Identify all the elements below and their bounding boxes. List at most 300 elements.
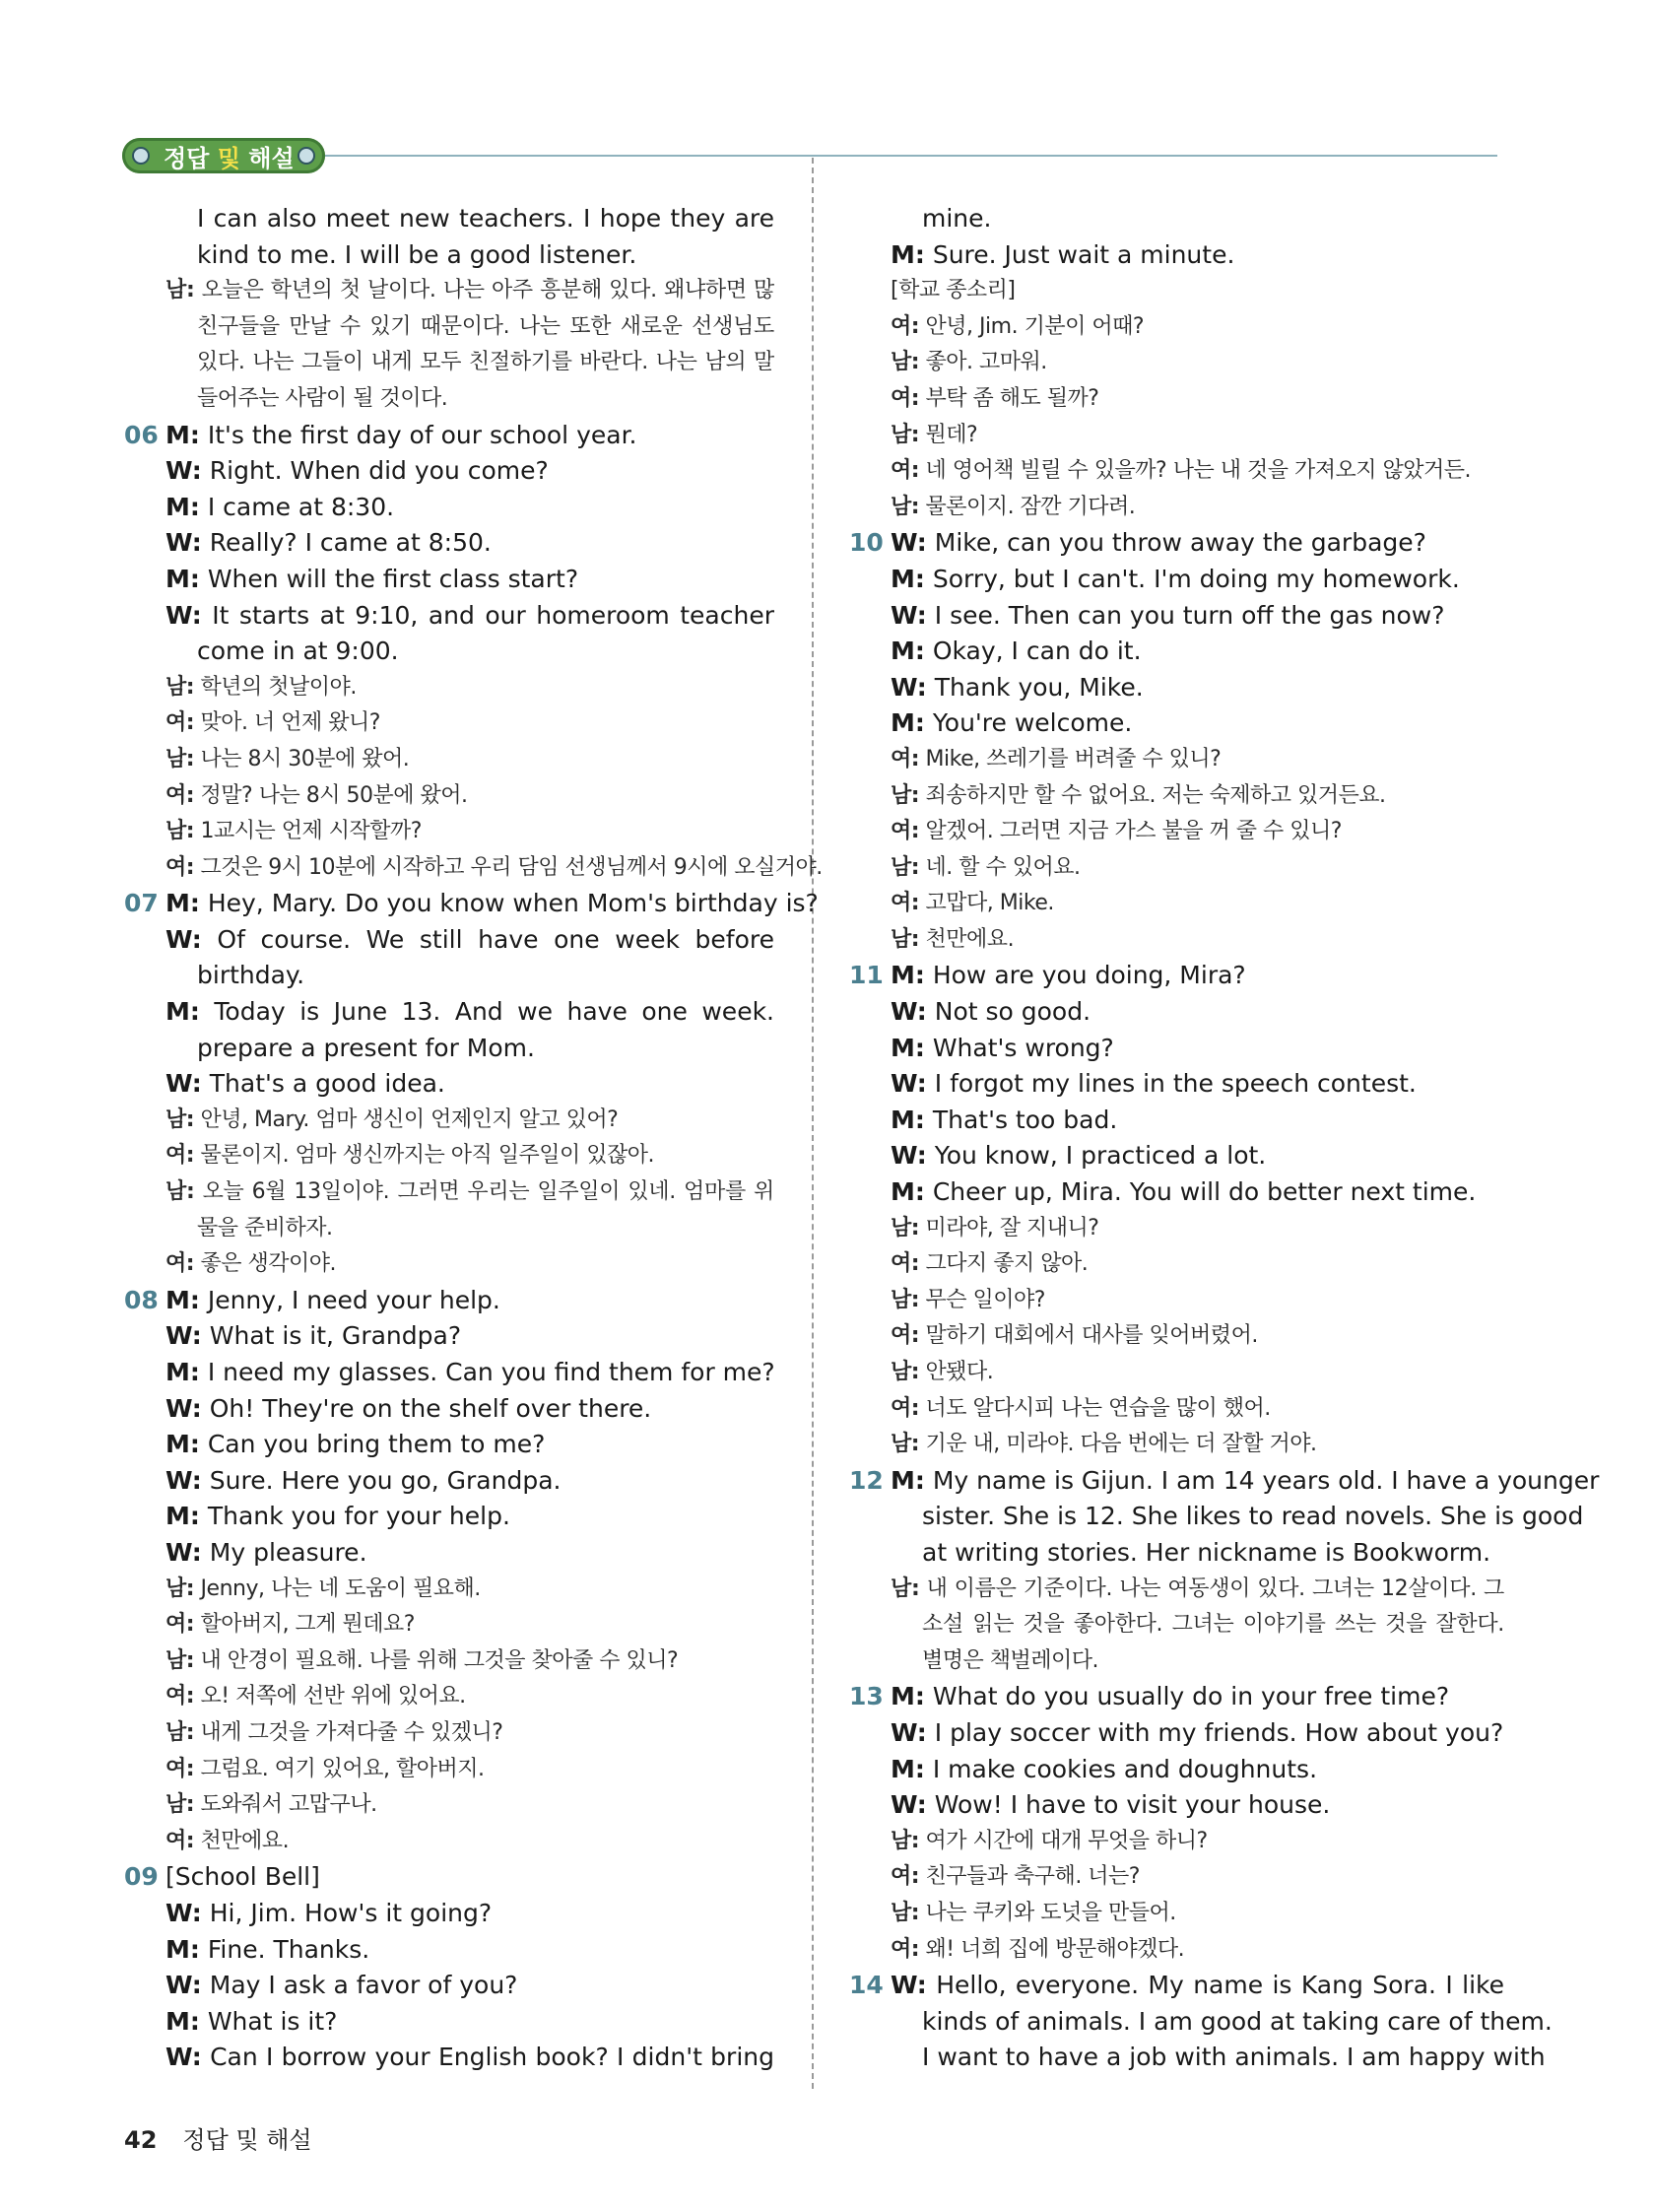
line-text: Fine. Thanks. <box>199 1934 370 1964</box>
speaker-label: 여: <box>165 1684 195 1709</box>
text-line <box>849 1391 1504 1428</box>
text-line <box>124 958 774 994</box>
text-line <box>849 1499 1584 1535</box>
line-text: 내 이름은 기준이다. 나는 여동생이 있다. 그녀는 12살이다. 그 <box>926 1575 1504 1601</box>
speaker-label: 남: <box>165 278 195 303</box>
line-text: My pleasure. <box>201 1537 367 1567</box>
speaker-label: 남: <box>165 674 195 700</box>
line-text: 내 안경이 필요해. 나를 위해 그것을 찾아줄 수 있니? <box>194 1647 679 1673</box>
speaker-label: M: <box>165 564 200 593</box>
text-line <box>849 958 1504 994</box>
speaker-label: 여: <box>165 1828 195 1853</box>
column-divider <box>812 158 814 2089</box>
speaker-label: W: <box>891 1141 927 1171</box>
line-text: 나는 쿠키와 도넛을 만들어. <box>919 1900 1176 1925</box>
left-column <box>124 201 823 2076</box>
text-line <box>849 922 1504 959</box>
text-line <box>849 1138 1504 1174</box>
line-text: kinds of animals. I am good at taking care of them. <box>922 2006 1553 2036</box>
text-line <box>849 670 1504 706</box>
speaker-label: M: <box>165 1430 200 1459</box>
page-number: 42 <box>124 2126 158 2154</box>
line-text: 기운 내, 미라야. 다음 번에는 더 잘할 거야. <box>919 1432 1317 1457</box>
text-line <box>849 345 1504 381</box>
line-text: Mike, can you throw away the garbage? <box>926 528 1426 558</box>
line-text: May I ask a favor of you? <box>201 1971 518 2000</box>
text-line <box>849 1318 1504 1355</box>
line-text: Wow! I have to visit your house. <box>926 1790 1331 1820</box>
line-text: I came at 8:30. <box>199 492 395 521</box>
text-line <box>124 1752 774 1788</box>
text-line <box>124 562 774 598</box>
line-text: 있다. 나는 그들이 내게 모두 친절하기를 바란다. 나는 남의 말 <box>197 350 774 375</box>
text-line <box>124 1463 774 1500</box>
speaker-label: M: <box>891 1105 925 1134</box>
header-rule <box>325 155 1497 157</box>
line-text: What do you usually do in your free time? <box>924 1682 1450 1711</box>
line-text: Cheer up, Mira. You will do better next time. <box>924 1177 1477 1207</box>
text-line <box>849 1535 1504 1572</box>
line-text: 학년의 첫날이야. <box>194 674 357 700</box>
text-line <box>124 2040 774 2076</box>
line-text: come in at 9:00. <box>197 637 399 666</box>
line-text: 오늘 6월 13일이야. 그러면 우리는 일주일이 있네. 엄마를 위 <box>202 1179 774 1205</box>
question-number: 10 <box>849 528 884 558</box>
speaker-label: 여: <box>165 1612 195 1638</box>
line-text: It's the first day of our school year. <box>199 420 637 449</box>
line-text: I want to have a job with animals. I am happy with <box>922 2043 1546 2072</box>
line-text: 도와줘서 고맙구나. <box>194 1792 377 1818</box>
speaker-label: M: <box>891 1177 925 1207</box>
speaker-label: M: <box>891 708 925 738</box>
line-text: Okay, I can do it. <box>924 637 1142 666</box>
text-line <box>124 1318 774 1355</box>
line-text: I see. Then can you turn off the gas now? <box>926 600 1445 630</box>
speaker-label: W: <box>891 600 927 630</box>
text-line <box>849 1607 1504 1643</box>
text-line <box>124 201 774 237</box>
line-text: Can you bring them to me? <box>199 1430 546 1459</box>
question-number: 09 <box>124 1862 159 1892</box>
text-line <box>849 778 1504 815</box>
text-line <box>124 1427 774 1463</box>
speaker-label: 남: <box>891 1432 920 1457</box>
speaker-label: 여: <box>165 854 195 880</box>
line-text: 오늘은 학년의 첫 날이다. 나는 아주 흥분해 있다. 왜냐하면 많 <box>201 278 774 303</box>
line-text: Sorry, but I can't. I'm doing my homework. <box>924 564 1460 593</box>
line-text: 고맙다, Mike. <box>919 891 1054 916</box>
line-text: You're welcome. <box>924 708 1133 738</box>
line-text: Not so good. <box>926 997 1091 1027</box>
speaker-label: W: <box>891 1069 927 1099</box>
line-text: kind to me. I will be a good listener. <box>197 239 637 269</box>
text-line <box>849 814 1504 850</box>
line-text: birthday. <box>197 961 305 990</box>
text-line <box>124 1968 774 2004</box>
text-line <box>849 1679 1504 1715</box>
speaker-label: W: <box>165 1465 202 1495</box>
text-line <box>124 381 774 418</box>
line-text: 그럼요. 여기 있어요, 할아버지. <box>194 1756 485 1781</box>
speaker-label: 여: <box>891 313 920 339</box>
speaker-label: M: <box>891 239 925 269</box>
speaker-label: M: <box>891 1682 925 1711</box>
text-line <box>849 705 1504 742</box>
text-line <box>849 850 1504 887</box>
line-text: I can also meet new teachers. I hope they are <box>197 204 774 233</box>
text-line <box>849 1283 1504 1319</box>
text-line <box>849 1752 1504 1788</box>
line-text: 부탁 좀 해도 될까? <box>919 385 1099 411</box>
text-line <box>124 525 774 562</box>
text-line <box>849 2040 1546 2076</box>
line-text: prepare a present for Mom. <box>197 1033 535 1062</box>
line-text: What's wrong? <box>924 1033 1114 1062</box>
line-text: 정말? 나는 8시 50분에 왔어. <box>194 782 468 808</box>
line-text: It starts at 9:10, and our homeroom teacher <box>212 600 774 630</box>
speaker-label: 남: <box>891 782 920 808</box>
speaker-label: W: <box>165 600 202 630</box>
text-line <box>124 1103 774 1139</box>
speaker-label: 남: <box>165 1179 195 1205</box>
text-line <box>124 886 819 922</box>
speaker-label: 남: <box>165 746 195 771</box>
speaker-label: 여: <box>891 819 920 844</box>
speaker-label: M: <box>165 1358 200 1386</box>
text-line <box>124 598 774 635</box>
line-text: 그것은 9시 10분에 시작하고 우리 담임 선생님께서 9시에 오실거야. <box>194 854 823 880</box>
badge-left-dot <box>132 147 150 165</box>
line-text: [School Bell] <box>165 1862 320 1892</box>
text-line <box>124 453 774 490</box>
line-text: When will the first class start? <box>199 564 579 593</box>
badge-title: 정답 및 해설 <box>164 144 295 172</box>
line-text: I make cookies and doughnuts. <box>924 1754 1318 1783</box>
line-text: 그다지 좋지 않아. <box>919 1251 1089 1277</box>
line-text: I forgot my lines in the speech contest. <box>926 1069 1417 1099</box>
line-text: 친구들을 만날 수 있기 때문이다. 나는 또한 새로운 선생님도 <box>197 313 774 339</box>
text-line <box>849 237 1504 274</box>
text-line <box>849 1859 1504 1896</box>
text-line <box>124 778 774 815</box>
text-line <box>849 634 1504 670</box>
text-line <box>849 201 1504 237</box>
text-line <box>849 1066 1504 1103</box>
speaker-label: 여: <box>165 782 195 808</box>
speaker-label: W: <box>891 1790 927 1820</box>
speaker-label: M: <box>891 1033 925 1062</box>
speaker-label: M: <box>891 1465 925 1495</box>
text-line <box>849 2004 1553 2041</box>
speaker-label: 남: <box>891 350 920 375</box>
speaker-label: 여: <box>891 1395 920 1421</box>
line-text: 나는 8시 30분에 왔어. <box>194 746 410 771</box>
text-line <box>124 1283 774 1319</box>
speaker-label: 여: <box>891 1936 920 1962</box>
speaker-label: W: <box>891 997 927 1027</box>
text-line <box>124 850 823 887</box>
line-text: Right. When did you come? <box>201 456 549 486</box>
text-line <box>849 742 1504 778</box>
text-line <box>124 922 774 959</box>
speaker-label: W: <box>165 1321 202 1351</box>
text-line <box>849 1932 1504 1969</box>
line-text: 무슨 일이야? <box>919 1287 1045 1312</box>
speaker-label: W: <box>165 1971 202 2000</box>
line-text: Sure. Here you go, Grandpa. <box>201 1465 562 1495</box>
speaker-label: 남: <box>891 422 920 447</box>
line-text: 뭔데? <box>919 422 978 447</box>
text-line <box>124 634 774 670</box>
line-text: 오! 저쪽에 선반 위에 있어요. <box>194 1684 466 1709</box>
line-text: 왜! 너희 집에 방문해야겠다. <box>919 1936 1185 1962</box>
text-line <box>849 1031 1504 1067</box>
speaker-label: 남: <box>891 494 920 519</box>
speaker-label: M: <box>165 1934 200 1964</box>
line-text: Sure. Just wait a minute. <box>924 239 1235 269</box>
line-text: 친구들과 축구해. 너는? <box>919 1864 1140 1890</box>
text-line <box>124 1787 774 1824</box>
speaker-label: W: <box>165 1393 202 1423</box>
text-line <box>124 2004 774 2041</box>
speaker-label: 남: <box>165 1792 195 1818</box>
text-line <box>124 1211 774 1247</box>
line-text: 할아버지, 그게 뭔데요? <box>194 1612 415 1638</box>
speaker-label: W: <box>891 1717 927 1747</box>
text-line <box>124 814 774 850</box>
line-text: Hello, everyone. My name is Kang Sora. I like <box>936 1971 1504 2000</box>
text-line <box>124 705 774 742</box>
text-line <box>124 273 774 309</box>
line-text: 말하기 대회에서 대사를 잊어버렸어. <box>919 1323 1258 1349</box>
line-text: I need my glasses. Can you find them for me? <box>199 1358 775 1386</box>
page-footer <box>124 2120 312 2155</box>
speaker-label: M: <box>165 2006 200 2036</box>
text-line <box>124 1355 774 1391</box>
speaker-label: 여: <box>891 1323 920 1349</box>
text-line <box>124 1031 774 1067</box>
speaker-label: 남: <box>165 1106 195 1132</box>
speaker-label: 여: <box>165 1251 195 1277</box>
line-text: sister. She is 12. She likes to read novels. She is good <box>922 1502 1584 1531</box>
line-text: 1교시는 언제 시작할까? <box>194 819 422 844</box>
question-number: 13 <box>849 1682 884 1711</box>
text-line <box>124 1174 774 1211</box>
text-line <box>849 381 1504 418</box>
line-text: What is it, Grandpa? <box>201 1321 462 1351</box>
line-text: Thank you for your help. <box>199 1502 510 1531</box>
line-text: Can I borrow your English book? I didn't bring <box>201 2043 774 2072</box>
text-line <box>124 1572 774 1608</box>
line-text: 안녕, Jim. 기분이 어때? <box>919 313 1144 339</box>
text-line <box>849 1824 1504 1860</box>
text-line <box>124 1066 774 1103</box>
text-line <box>124 490 774 526</box>
question-number: 08 <box>124 1285 159 1314</box>
text-line <box>124 1859 774 1896</box>
section-badge <box>122 138 325 173</box>
speaker-label: 남: <box>891 926 920 952</box>
text-line <box>124 1643 774 1680</box>
text-line <box>849 1246 1504 1283</box>
speaker-label: 여: <box>891 385 920 411</box>
speaker-label: 남: <box>891 1828 920 1853</box>
text-line <box>124 418 774 454</box>
text-line <box>124 670 774 706</box>
speaker-label: 남: <box>165 819 195 844</box>
text-line <box>124 1896 774 1932</box>
line-text: 네 영어책 빌릴 수 있을까? 나는 내 것을 가져오지 않았거든. <box>919 458 1471 484</box>
line-text: Today is June 13. And we have one week. <box>214 997 774 1027</box>
speaker-label: W: <box>165 456 202 486</box>
text-line <box>849 1427 1504 1463</box>
text-line <box>124 1932 774 1969</box>
badge-right-dot <box>298 147 315 165</box>
line-text: Mike, 쓰레기를 버려줄 수 있니? <box>919 746 1222 771</box>
line-text: Really? I came at 8:50. <box>201 528 492 558</box>
speaker-label: 남: <box>891 854 920 880</box>
text-line <box>849 1355 1504 1391</box>
speaker-label: 남: <box>165 1719 195 1745</box>
text-line <box>849 453 1504 490</box>
line-text: 맞아. 너 언제 왔니? <box>194 710 380 736</box>
speaker-label: 남: <box>891 1287 920 1312</box>
line-text: 물론이지. 엄마 생신까지는 아직 일주일이 있잖아. <box>194 1143 655 1169</box>
text-line <box>849 1211 1504 1247</box>
line-text: 물론이지. 잠깐 기다려. <box>919 494 1136 519</box>
text-line <box>849 1896 1504 1932</box>
line-text: 알겠어. 그러면 지금 가스 불을 꺼 줄 수 있니? <box>919 819 1342 844</box>
speaker-label: M: <box>165 889 200 918</box>
speaker-label: M: <box>165 1502 200 1531</box>
speaker-label: 여: <box>891 1864 920 1890</box>
text-line <box>849 1463 1600 1500</box>
line-text: Hi, Jim. How's it going? <box>201 1898 493 1927</box>
text-line <box>124 994 774 1031</box>
line-text: 안됐다. <box>919 1360 994 1384</box>
line-text: I play soccer with my friends. How about you? <box>926 1717 1504 1747</box>
speaker-label: 남: <box>891 1215 920 1240</box>
line-text: That's a good idea. <box>201 1069 445 1099</box>
speaker-label: W: <box>891 672 927 702</box>
text-line <box>124 1499 774 1535</box>
text-line <box>124 1715 774 1752</box>
question-number: 12 <box>849 1465 884 1495</box>
speaker-label: W: <box>165 1069 202 1099</box>
text-line <box>849 1643 1504 1680</box>
text-line <box>124 1138 774 1174</box>
line-text: mine. <box>922 204 992 233</box>
speaker-label: 남: <box>891 1360 920 1384</box>
line-text: Oh! They're on the shelf over there. <box>201 1393 652 1423</box>
line-text: 천만에요. <box>194 1828 290 1853</box>
speaker-label: M: <box>165 997 200 1027</box>
line-text: How are you doing, Mira? <box>924 961 1246 990</box>
speaker-label: M: <box>165 1285 200 1314</box>
speaker-label: M: <box>891 564 925 593</box>
speaker-label: 여: <box>891 891 920 916</box>
speaker-label: W: <box>165 2043 202 2072</box>
question-number: 14 <box>849 1971 884 2000</box>
text-line <box>849 273 1504 309</box>
question-number: 11 <box>849 961 884 990</box>
line-text: You know, I practiced a lot. <box>926 1141 1267 1171</box>
text-line <box>849 886 1504 922</box>
line-text: Of course. We still have one week before <box>217 924 774 954</box>
speaker-label: M: <box>165 420 200 449</box>
text-line <box>849 1174 1504 1211</box>
line-text: That's too bad. <box>924 1105 1118 1134</box>
line-text: 너도 알다시피 나는 연습을 많이 했어. <box>919 1395 1271 1421</box>
text-line <box>124 1824 774 1860</box>
line-text: Jenny, I need your help. <box>199 1285 500 1314</box>
speaker-label: 여: <box>891 746 920 771</box>
speaker-label: W: <box>165 1537 202 1567</box>
line-text: Thank you, Mike. <box>926 672 1144 702</box>
line-text: [학교 종소리] <box>891 278 1016 303</box>
speaker-label: M: <box>891 961 925 990</box>
text-line <box>849 418 1504 454</box>
speaker-label: W: <box>891 1971 927 2000</box>
speaker-label: 여: <box>891 1251 920 1277</box>
text-line <box>849 1715 1504 1752</box>
text-line <box>849 490 1504 526</box>
line-text: 물을 준비하자. <box>197 1215 333 1240</box>
speaker-label: 여: <box>165 1756 195 1781</box>
text-line <box>849 309 1504 346</box>
line-text: 좋아. 고마워. <box>919 350 1047 375</box>
line-text: What is it? <box>199 2006 338 2036</box>
footer-label: 정답 및 해설 <box>182 2126 312 2154</box>
speaker-label: 여: <box>165 710 195 736</box>
speaker-label: 남: <box>891 1900 920 1925</box>
speaker-label: M: <box>891 637 925 666</box>
text-line <box>124 237 774 274</box>
line-text: 내게 그것을 가져다줄 수 있겠니? <box>194 1719 503 1745</box>
line-text: at writing stories. Her nickname is Bookworm. <box>922 1537 1491 1567</box>
line-text: 죄송하지만 할 수 없어요. 저는 숙제하고 있거든요. <box>919 782 1386 808</box>
line-text: My name is Gijun. I am 14 years old. I have a younger <box>924 1465 1600 1495</box>
speaker-label: W: <box>165 924 202 954</box>
text-line <box>124 309 774 346</box>
text-line <box>849 525 1504 562</box>
line-text: 여가 시간에 대개 무엇을 하니? <box>919 1828 1208 1853</box>
text-line <box>124 1246 774 1283</box>
line-text: 들어주는 사람이 될 것이다. <box>197 385 448 411</box>
text-line <box>849 562 1504 598</box>
line-text: 안녕, Mary. 엄마 생신이 언제인지 알고 있어? <box>194 1106 619 1132</box>
text-line <box>124 1535 774 1572</box>
question-number: 06 <box>124 420 159 449</box>
line-text: 미라야, 잘 지내니? <box>919 1215 1099 1240</box>
text-line <box>849 1787 1504 1824</box>
speaker-label: 여: <box>891 458 920 484</box>
text-line <box>124 1391 774 1428</box>
speaker-label: 남: <box>165 1575 195 1601</box>
text-line <box>849 1103 1504 1139</box>
line-text: 소설 읽는 것을 좋아한다. 그녀는 이야기를 쓰는 것을 잘한다. <box>922 1612 1504 1638</box>
text-line <box>124 1679 774 1715</box>
speaker-label: 남: <box>891 1575 920 1601</box>
speaker-label: W: <box>891 528 927 558</box>
text-line <box>849 1968 1504 2004</box>
text-line <box>849 1572 1504 1608</box>
right-column <box>849 201 1600 2076</box>
text-line <box>849 598 1504 635</box>
speaker-label: M: <box>891 1754 925 1783</box>
text-line <box>124 742 774 778</box>
line-text: 별명은 책벌레이다. <box>922 1647 1099 1673</box>
